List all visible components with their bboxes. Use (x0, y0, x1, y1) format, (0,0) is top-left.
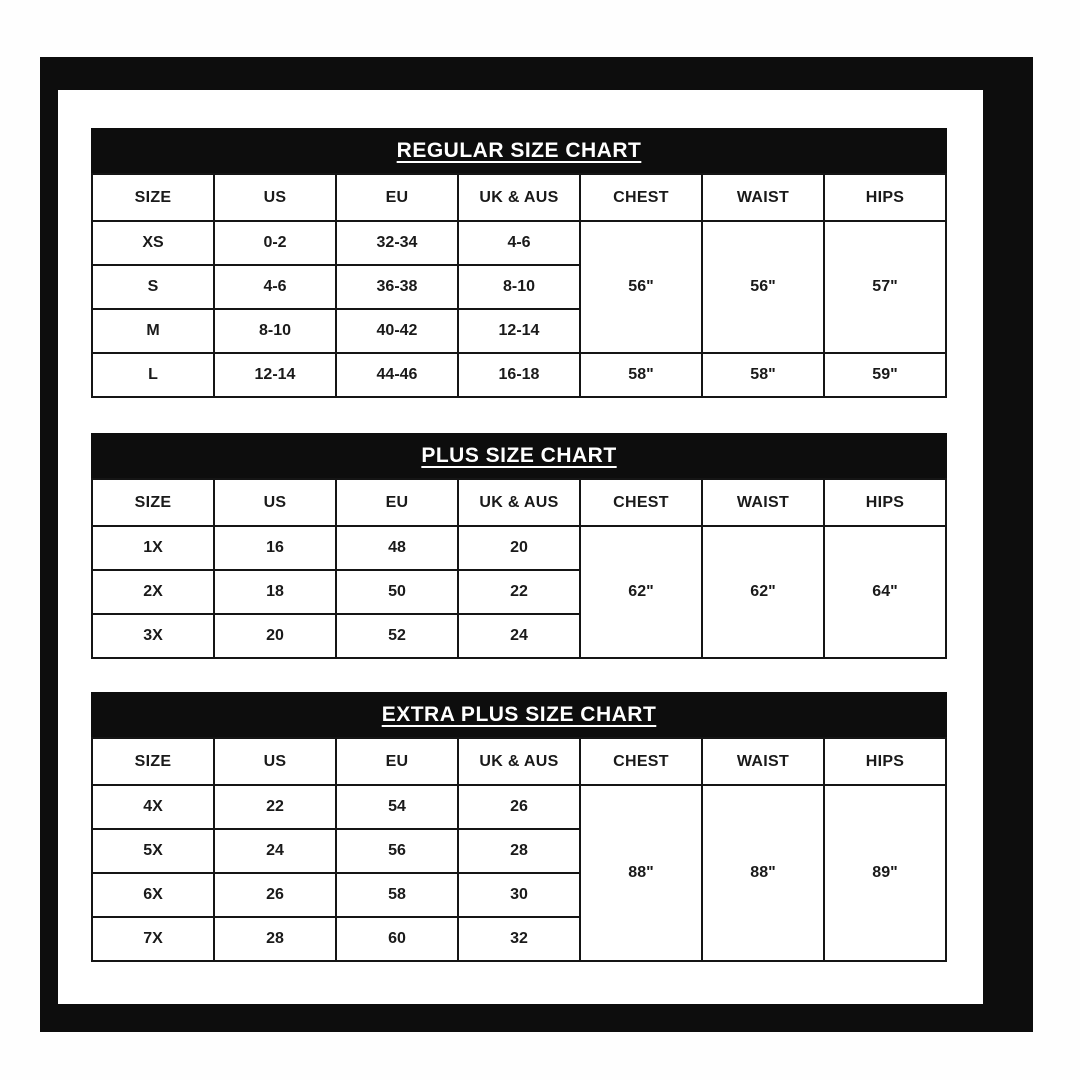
regular-chart-title-bar (91, 128, 947, 173)
plus-chart-title: PLUS SIZE CHART (421, 443, 617, 467)
uk-aus-cell: 12-14 (458, 309, 580, 353)
size-cell: 7X (92, 917, 214, 961)
chest-cell: 58" (580, 353, 702, 397)
hips-cell: 59" (824, 353, 946, 397)
eu-cell: 60 (336, 917, 458, 961)
column-header-waist: WAIST (702, 174, 824, 221)
uk-aus-cell: 4-6 (458, 221, 580, 265)
column-header-eu: EU (336, 174, 458, 221)
us-cell: 24 (214, 829, 336, 873)
waist-merged-cell: 88" (702, 785, 824, 961)
chest-merged-cell: 56" (580, 221, 702, 353)
eu-cell: 32-34 (336, 221, 458, 265)
size-cell: M (92, 309, 214, 353)
column-header-size: SIZE (92, 738, 214, 785)
uk-aus-cell: 22 (458, 570, 580, 614)
eu-cell: 36-38 (336, 265, 458, 309)
eu-cell: 40-42 (336, 309, 458, 353)
column-header-waist: WAIST (702, 738, 824, 785)
uk-aus-cell: 32 (458, 917, 580, 961)
column-header-hips: HIPS (824, 479, 946, 526)
regular-size-chart (91, 128, 947, 398)
size-cell: 4X (92, 785, 214, 829)
extra-plus-size-chart (91, 692, 947, 962)
column-header-eu: EU (336, 479, 458, 526)
photo-frame-border (40, 57, 1033, 1032)
eu-cell: 50 (336, 570, 458, 614)
uk-aus-cell: 30 (458, 873, 580, 917)
us-cell: 8-10 (214, 309, 336, 353)
header-row (92, 479, 946, 526)
column-header-chest: CHEST (580, 738, 702, 785)
table-row-1x (92, 526, 946, 570)
eu-cell: 56 (336, 829, 458, 873)
waist-cell: 58" (702, 353, 824, 397)
eu-cell: 54 (336, 785, 458, 829)
chest-merged-cell: 88" (580, 785, 702, 961)
hips-merged-cell: 64" (824, 526, 946, 658)
eu-cell: 48 (336, 526, 458, 570)
extra-plus-chart-title: EXTRA PLUS SIZE CHART (381, 702, 657, 726)
header-row (92, 174, 946, 221)
eu-cell: 44-46 (336, 353, 458, 397)
size-cell: 2X (92, 570, 214, 614)
us-cell: 20 (214, 614, 336, 658)
table-row-4x (92, 785, 946, 829)
column-header-hips: HIPS (824, 738, 946, 785)
us-cell: 12-14 (214, 353, 336, 397)
column-header-eu: EU (336, 738, 458, 785)
uk-aus-cell: 16-18 (458, 353, 580, 397)
table-row-l (92, 353, 946, 397)
waist-merged-cell: 56" (702, 221, 824, 353)
column-header-uk-aus: UK & AUS (458, 479, 580, 526)
size-cell: 6X (92, 873, 214, 917)
plus-chart-title-bar (91, 433, 947, 478)
size-cell: XS (92, 221, 214, 265)
column-header-us: US (214, 174, 336, 221)
size-cell: L (92, 353, 214, 397)
size-cell: 3X (92, 614, 214, 658)
us-cell: 18 (214, 570, 336, 614)
uk-aus-cell: 26 (458, 785, 580, 829)
hips-merged-cell: 57" (824, 221, 946, 353)
size-cell: 5X (92, 829, 214, 873)
table-row-xs (92, 221, 946, 265)
uk-aus-cell: 20 (458, 526, 580, 570)
extra-plus-chart-title-bar (91, 692, 947, 737)
us-cell: 4-6 (214, 265, 336, 309)
eu-cell: 58 (336, 873, 458, 917)
header-row (92, 738, 946, 785)
uk-aus-cell: 8-10 (458, 265, 580, 309)
us-cell: 22 (214, 785, 336, 829)
us-cell: 16 (214, 526, 336, 570)
regular-chart-title: REGULAR SIZE CHART (396, 138, 642, 162)
column-header-chest: CHEST (580, 174, 702, 221)
column-header-size: SIZE (92, 479, 214, 526)
us-cell: 0-2 (214, 221, 336, 265)
regular-size-table (91, 173, 947, 398)
waist-merged-cell: 62" (702, 526, 824, 658)
column-header-uk-aus: UK & AUS (458, 174, 580, 221)
content-area (58, 90, 983, 1004)
size-cell: 1X (92, 526, 214, 570)
column-header-uk-aus: UK & AUS (458, 738, 580, 785)
uk-aus-cell: 24 (458, 614, 580, 658)
hips-merged-cell: 89" (824, 785, 946, 961)
column-header-chest: CHEST (580, 479, 702, 526)
column-header-waist: WAIST (702, 479, 824, 526)
plus-size-table (91, 478, 947, 659)
us-cell: 28 (214, 917, 336, 961)
size-cell: S (92, 265, 214, 309)
column-header-us: US (214, 479, 336, 526)
uk-aus-cell: 28 (458, 829, 580, 873)
column-header-hips: HIPS (824, 174, 946, 221)
eu-cell: 52 (336, 614, 458, 658)
column-header-us: US (214, 738, 336, 785)
plus-size-chart (91, 433, 947, 659)
us-cell: 26 (214, 873, 336, 917)
chest-merged-cell: 62" (580, 526, 702, 658)
extra-plus-size-table (91, 737, 947, 962)
column-header-size: SIZE (92, 174, 214, 221)
